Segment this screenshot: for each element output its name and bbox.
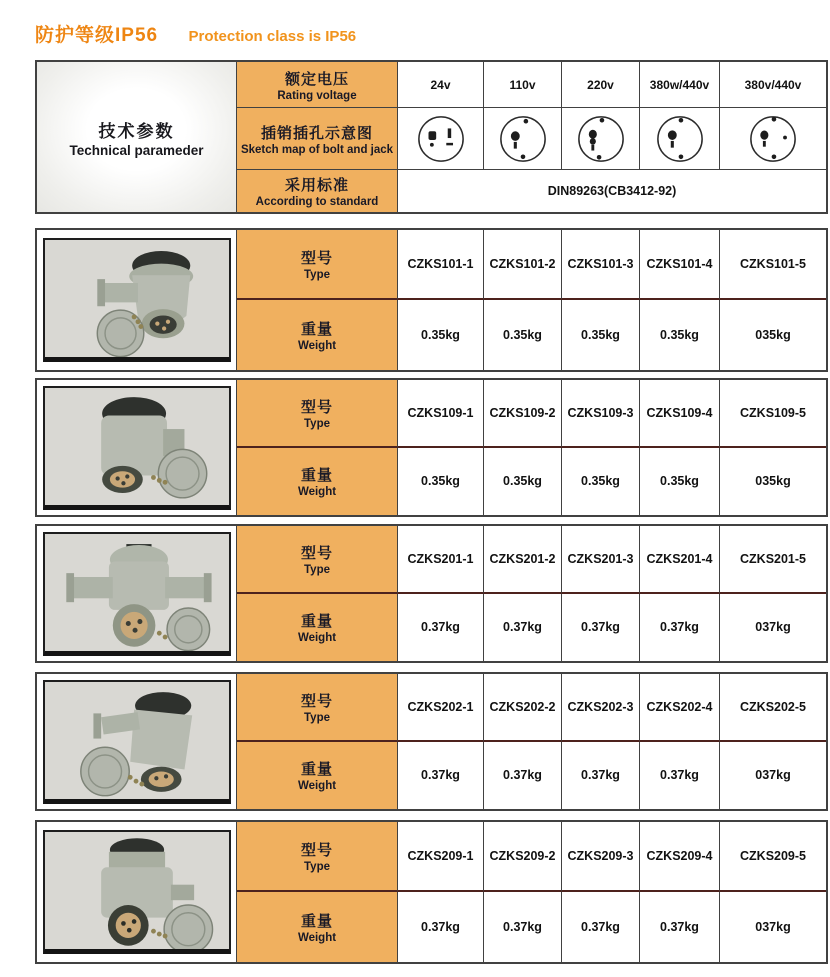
weight-value: 0.35kg xyxy=(484,448,562,516)
plug-sketch-icon-380v440v xyxy=(720,108,826,170)
type-value: CZKS101-2 xyxy=(484,230,562,300)
technical-parameter-label-en: Technical parameder xyxy=(69,142,204,158)
type-value: CZKS202-2 xyxy=(484,674,562,742)
weight-value: 0.37kg xyxy=(484,892,562,962)
weight-value: 0.35kg xyxy=(640,448,720,516)
weight-value: 0.37kg xyxy=(640,892,720,962)
type-value: CZKS101-4 xyxy=(640,230,720,300)
weight-value: 0.37kg xyxy=(398,742,484,810)
product-table-czks209 xyxy=(35,820,828,964)
weight-value: 0.37kg xyxy=(640,594,720,662)
weight-value: 0.35kg xyxy=(640,300,720,370)
product-table-czks109 xyxy=(35,378,828,517)
type-label: 型号 Type xyxy=(237,674,398,742)
plug-sketch-icon-380w440v xyxy=(640,108,720,170)
weight-label: 重量 Weight xyxy=(237,742,398,810)
page-title-cn: 防护等级IP56 xyxy=(35,25,159,46)
product-photo-czks109 xyxy=(37,380,237,515)
product-photo-frame xyxy=(43,532,231,656)
standard-value: DIN89263(CB3412-92) xyxy=(398,170,826,212)
weight-label: 重量 Weight xyxy=(237,892,398,962)
weight-value: 037kg xyxy=(720,742,826,810)
type-value: CZKS101-3 xyxy=(562,230,640,300)
product-table-czks201 xyxy=(35,524,828,663)
type-value: CZKS109-1 xyxy=(398,380,484,448)
type-value: CZKS109-2 xyxy=(484,380,562,448)
weight-value: 0.35kg xyxy=(562,448,640,516)
page-title xyxy=(35,20,356,47)
product-photo-czks201 xyxy=(37,526,237,661)
weight-label: 重量 Weight xyxy=(237,594,398,662)
plug-sketch-icon-24v xyxy=(398,108,484,170)
technical-parameter-label-cn: 技术参数 xyxy=(98,121,175,141)
type-value: CZKS202-4 xyxy=(640,674,720,742)
weight-value: 0.35kg xyxy=(398,300,484,370)
weight-label: 重量 Weight xyxy=(237,300,398,370)
weight-value: 0.37kg xyxy=(484,594,562,662)
voltage-value-2: 110v xyxy=(484,62,562,108)
voltage-value-4: 380w/440v xyxy=(640,62,720,108)
weight-value: 035kg xyxy=(720,448,826,516)
voltage-value-1: 24v xyxy=(398,62,484,108)
plug-sketch-icon-110v xyxy=(484,108,562,170)
technical-parameter-cell xyxy=(37,62,237,212)
sketch-map-label: 插销插孔示意图 Sketch map of bolt and jack xyxy=(237,108,398,170)
type-label: 型号 Type xyxy=(237,526,398,594)
weight-value: 0.37kg xyxy=(640,742,720,810)
type-value: CZKS101-5 xyxy=(720,230,826,300)
type-label: 型号 Type xyxy=(237,380,398,448)
type-value: CZKS209-3 xyxy=(562,822,640,892)
type-value: CZKS202-1 xyxy=(398,674,484,742)
type-value: CZKS201-3 xyxy=(562,526,640,594)
weight-value: 0.37kg xyxy=(562,594,640,662)
weight-value: 037kg xyxy=(720,594,826,662)
plug-sketch-icon-220v xyxy=(562,108,640,170)
type-value: CZKS201-1 xyxy=(398,526,484,594)
weight-value: 0.35kg xyxy=(562,300,640,370)
rating-voltage-label: 额定电压 Rating voltage xyxy=(237,62,398,108)
type-value: CZKS202-3 xyxy=(562,674,640,742)
type-value: CZKS201-5 xyxy=(720,526,826,594)
weight-value: 0.37kg xyxy=(562,742,640,810)
type-value: CZKS202-5 xyxy=(720,674,826,742)
weight-value: 0.35kg xyxy=(398,448,484,516)
standard-label: 采用标准 According to standard xyxy=(237,170,398,212)
weight-value: 035kg xyxy=(720,300,826,370)
weight-value: 0.35kg xyxy=(484,300,562,370)
type-value: CZKS209-1 xyxy=(398,822,484,892)
weight-label: 重量 Weight xyxy=(237,448,398,516)
type-value: CZKS201-2 xyxy=(484,526,562,594)
type-value: CZKS101-1 xyxy=(398,230,484,300)
type-value: CZKS209-4 xyxy=(640,822,720,892)
type-value: CZKS109-3 xyxy=(562,380,640,448)
weight-value: 0.37kg xyxy=(562,892,640,962)
product-photo-frame xyxy=(43,386,231,510)
product-photo-czks209 xyxy=(37,822,237,962)
technical-parameter-table xyxy=(35,60,828,214)
type-label: 型号 Type xyxy=(237,230,398,300)
product-photo-frame xyxy=(43,238,231,362)
voltage-value-5: 380v/440v xyxy=(720,62,826,108)
type-value: CZKS201-4 xyxy=(640,526,720,594)
type-value: CZKS109-5 xyxy=(720,380,826,448)
type-value: CZKS209-2 xyxy=(484,822,562,892)
type-label: 型号 Type xyxy=(237,822,398,892)
product-photo-czks202 xyxy=(37,674,237,809)
weight-value: 0.37kg xyxy=(398,892,484,962)
product-photo-frame xyxy=(43,680,231,804)
voltage-value-3: 220v xyxy=(562,62,640,108)
weight-value: 037kg xyxy=(720,892,826,962)
type-value: CZKS109-4 xyxy=(640,380,720,448)
product-table-czks202 xyxy=(35,672,828,811)
type-value: CZKS209-5 xyxy=(720,822,826,892)
weight-value: 0.37kg xyxy=(484,742,562,810)
page-title-en: Protection class is IP56 xyxy=(188,28,357,45)
product-photo-frame xyxy=(43,830,231,954)
product-table-czks101 xyxy=(35,228,828,372)
product-photo-czks101 xyxy=(37,230,237,370)
weight-value: 0.37kg xyxy=(398,594,484,662)
